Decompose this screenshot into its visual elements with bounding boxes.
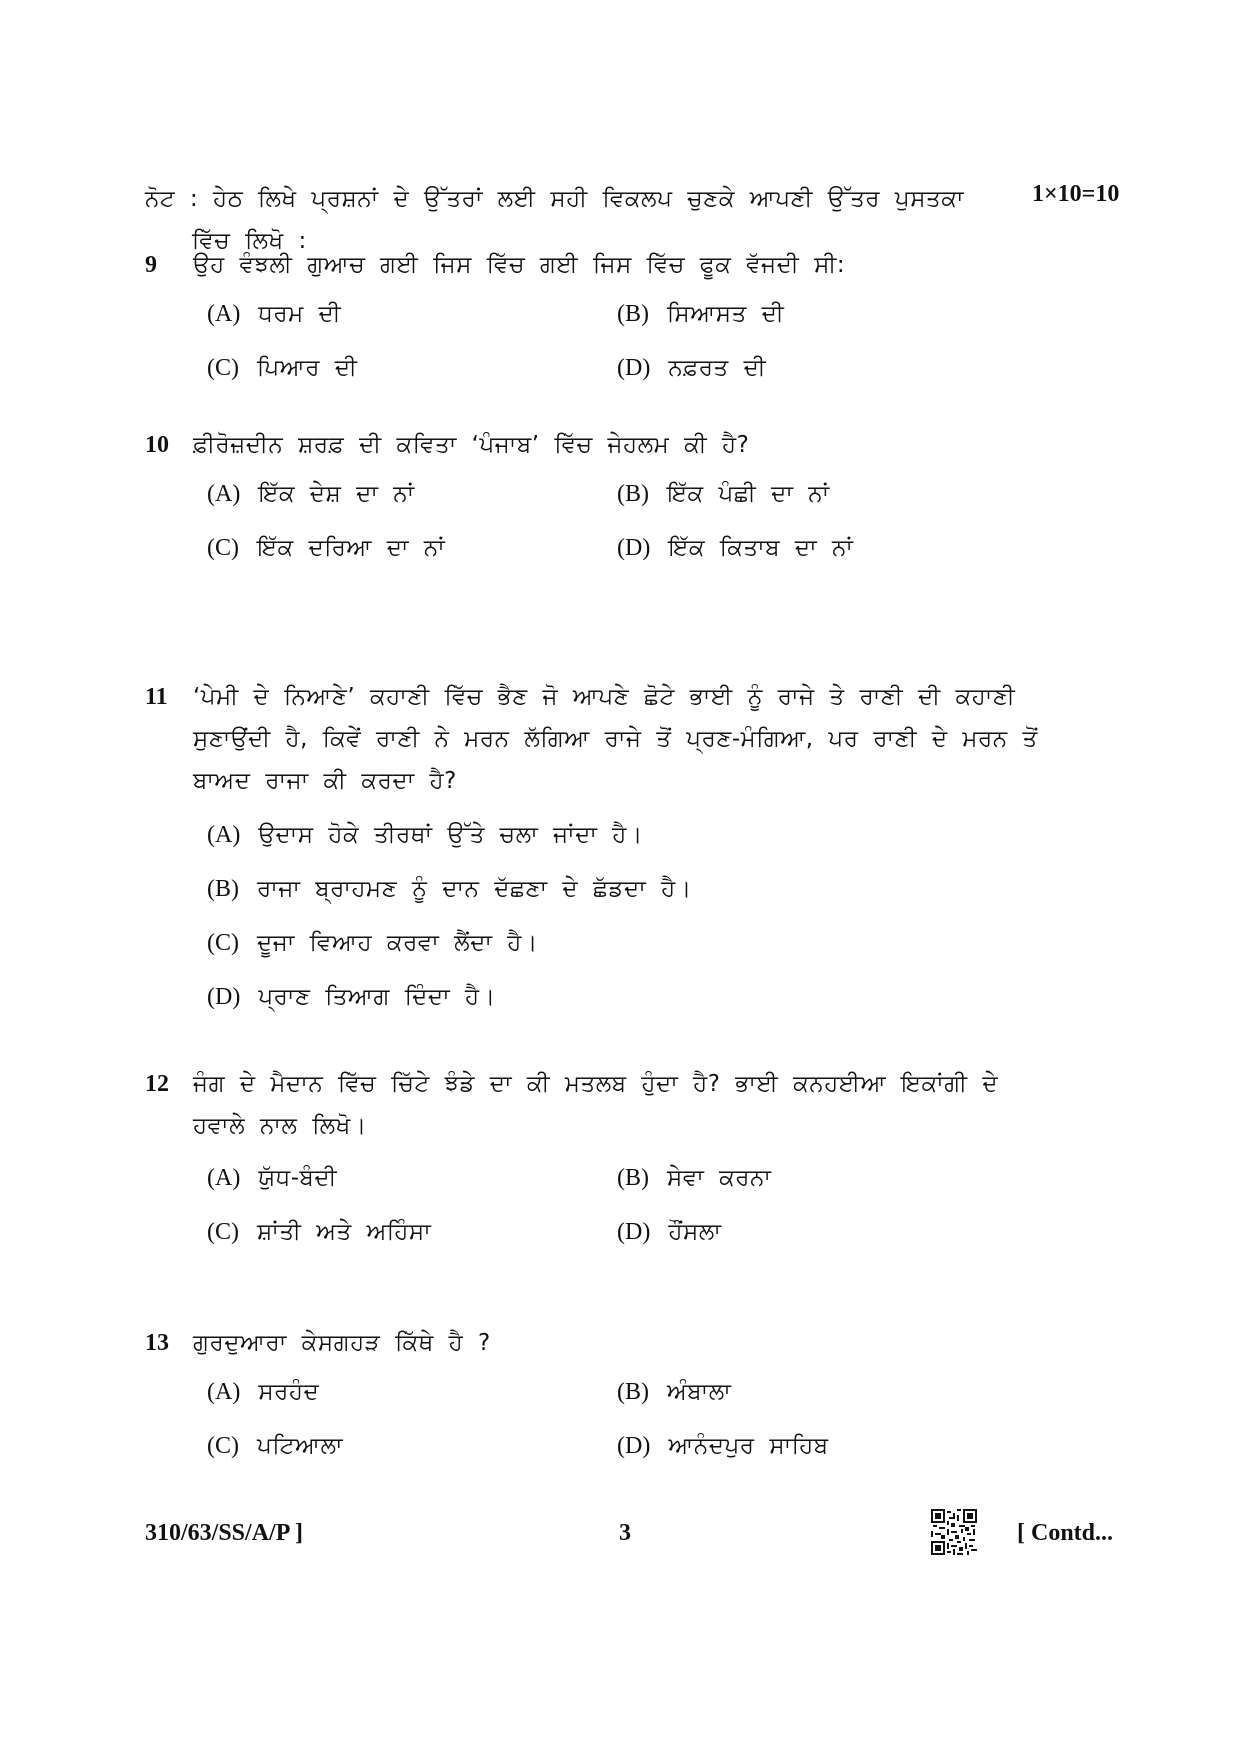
option-b: (B) ਸਿਆਸਤ ਦੀ bbox=[617, 301, 785, 327]
option-c: (C) ਇੱਕ ਦਰਿਆ ਦਾ ਨਾਂ bbox=[207, 535, 446, 561]
option-c: (C) ਪਿਆਰ ਦੀ bbox=[207, 355, 358, 381]
paper-code: 310/63/SS/A/P ] bbox=[145, 1520, 304, 1546]
page-number: 3 bbox=[619, 1520, 631, 1546]
question-10 bbox=[145, 424, 1105, 581]
question-number: 11 bbox=[145, 684, 168, 710]
option-c: (C) ਦੂਜਾ ਵਿਆਹ ਕਰਵਾ ਲੈਂਦਾ ਹੈ। bbox=[207, 930, 538, 956]
option-b: (B) ਇੱਕ ਪੰਛੀ ਦਾ ਨਾਂ bbox=[617, 481, 830, 507]
note-text-line-2: ਵਿੱਚ ਲਿਖੋ : bbox=[192, 228, 307, 254]
question-text bbox=[193, 1063, 1093, 1147]
question-text-line-2: ਹਵਾਲੇ ਨਾਲ ਲਿਖੋ। bbox=[193, 1113, 367, 1139]
question-text-line-1: ‘ਪੇਮੀ ਦੇ ਨਿਆਣੇ’ ਕਹਾਣੀ ਵਿੱਚ ਭੈਣ ਜੋ ਆਪਣੇ ਛੋਟੇ ਭਾਈ ਨੂੰ ਰਾਜੇ ਤੇ ਰਾਣੀ ਦੀ ਕਹਾਣੀ bbox=[193, 684, 1016, 710]
continued-label: [ Contd... bbox=[1017, 1520, 1114, 1546]
option-b: (B) ਸੇਵਾ ਕਰਨਾ bbox=[617, 1165, 772, 1191]
question-number: 12 bbox=[145, 1071, 169, 1097]
question-number: 10 bbox=[145, 432, 169, 458]
options-grid bbox=[207, 1157, 1105, 1265]
question-number: 9 bbox=[145, 252, 157, 278]
question-11 bbox=[145, 676, 1105, 1030]
question-text: ਫ਼ੀਰੋਜ਼ਦੀਨ ਸ਼ਰਫ਼ ਦੀ ਕਵਿਤਾ ‘ਪੰਜਾਬ’ ਵਿੱਚ ਜੇਹਲਮ ਕੀ ਹੈ? bbox=[193, 432, 750, 458]
option-a: (A) ਯੁੱਧ-ਬੰਦੀ bbox=[207, 1165, 338, 1191]
option-a: (A) ਇੱਕ ਦੇਸ਼ ਦਾ ਨਾਂ bbox=[207, 481, 415, 507]
option-d: (D) ਆਨੰਦਪੁਰ ਸਾਹਿਬ bbox=[617, 1433, 829, 1459]
option-a: (A) ਸਰਹੰਦ bbox=[207, 1379, 320, 1405]
option-d: (D) ਪ੍ਰਾਣ ਤਿਆਗ ਦਿੰਦਾ ਹੈ। bbox=[207, 984, 496, 1010]
option-c: (C) ਸ਼ਾਂਤੀ ਅਤੇ ਅਹਿੰਸਾ bbox=[207, 1219, 432, 1245]
question-13 bbox=[145, 1322, 1105, 1479]
qr-code-icon bbox=[931, 1509, 977, 1555]
question-text-line-3: ਬਾਅਦ ਰਾਜਾ ਕੀ ਕਰਦਾ ਹੈ? bbox=[193, 768, 457, 794]
question-text bbox=[193, 676, 1093, 802]
option-a: (A) ਉਦਾਸ ਹੋਕੇ ਤੀਰਥਾਂ ਉੱਤੇ ਚਲਾ ਜਾਂਦਾ ਹੈ। bbox=[207, 822, 643, 848]
options-grid bbox=[207, 1371, 1105, 1479]
options-grid bbox=[207, 293, 1105, 401]
question-9 bbox=[145, 244, 1105, 401]
question-text: ਗੁਰਦੁਆਰਾ ਕੇਸਗਹੜ ਕਿੱਥੇ ਹੈ ? bbox=[193, 1330, 491, 1356]
question-text-line-1: ਜੰਗ ਦੇ ਮੈਦਾਨ ਵਿੱਚ ਚਿੱਟੇ ਝੰਡੇ ਦਾ ਕੀ ਮਤਲਬ ਹੁੰਦਾ ਹੈ? ਭਾਈ ਕਨਹਈਆ ਇਕਾਂਗੀ ਦੇ bbox=[193, 1071, 999, 1097]
option-d: (D) ਹੌਂਸਲਾ bbox=[617, 1219, 722, 1245]
option-d: (D) ਨਫ਼ਰਤ ਦੀ bbox=[617, 355, 767, 381]
question-12 bbox=[145, 1063, 1105, 1265]
note-label: ਨੋਟ : bbox=[145, 186, 199, 212]
option-c: (C) ਪਟਿਆਲਾ bbox=[207, 1433, 344, 1459]
options-list bbox=[207, 814, 1105, 1030]
question-text-line-2: ਸੁਣਾਉਂਦੀ ਹੈ, ਕਿਵੇਂ ਰਾਣੀ ਨੇ ਮਰਨ ਲੱਗਿਆ ਰਾਜੇ ਤੋਂ ਪ੍ਰਣ-ਮੰਗਿਆ, ਪਰ ਰਾਣੀ ਦੇ ਮਰਨ ਤੋਂ bbox=[193, 726, 1038, 752]
option-b: (B) ਰਾਜਾ ਬ੍ਰਾਹਮਣ ਨੂੰ ਦਾਨ ਦੱਛਣਾ ਦੇ ਛੱਡਦਾ ਹੈ। bbox=[207, 876, 692, 902]
option-b: (B) ਅੰਬਾਲਾ bbox=[617, 1379, 732, 1405]
question-text: ਉਹ ਵੰਝਲੀ ਗੁਆਚ ਗਈ ਜਿਸ ਵਿੱਚ ਗਈ ਜਿਸ ਵਿੱਚ ਫੂਕ ਵੱਜਦੀ ਸੀ: bbox=[193, 252, 846, 278]
marks-allocation: 1×10=10 bbox=[1032, 181, 1120, 207]
option-a: (A) ਧਰਮ ਦੀ bbox=[207, 301, 342, 327]
option-d: (D) ਇੱਕ ਕਿਤਾਬ ਦਾ ਨਾਂ bbox=[617, 535, 854, 561]
question-number: 13 bbox=[145, 1330, 169, 1356]
note-text-line-1: ਹੇਠ ਲਿਖੇ ਪ੍ਰਸ਼ਨਾਂ ਦੇ ਉੱਤਰਾਂ ਲਈ ਸਹੀ ਵਿਕਲਪ ਚੁਣਕੇ ਆਪਣੀ ਉੱਤਰ ਪੁਸਤਕਾ bbox=[213, 186, 965, 212]
options-grid bbox=[207, 473, 1105, 581]
